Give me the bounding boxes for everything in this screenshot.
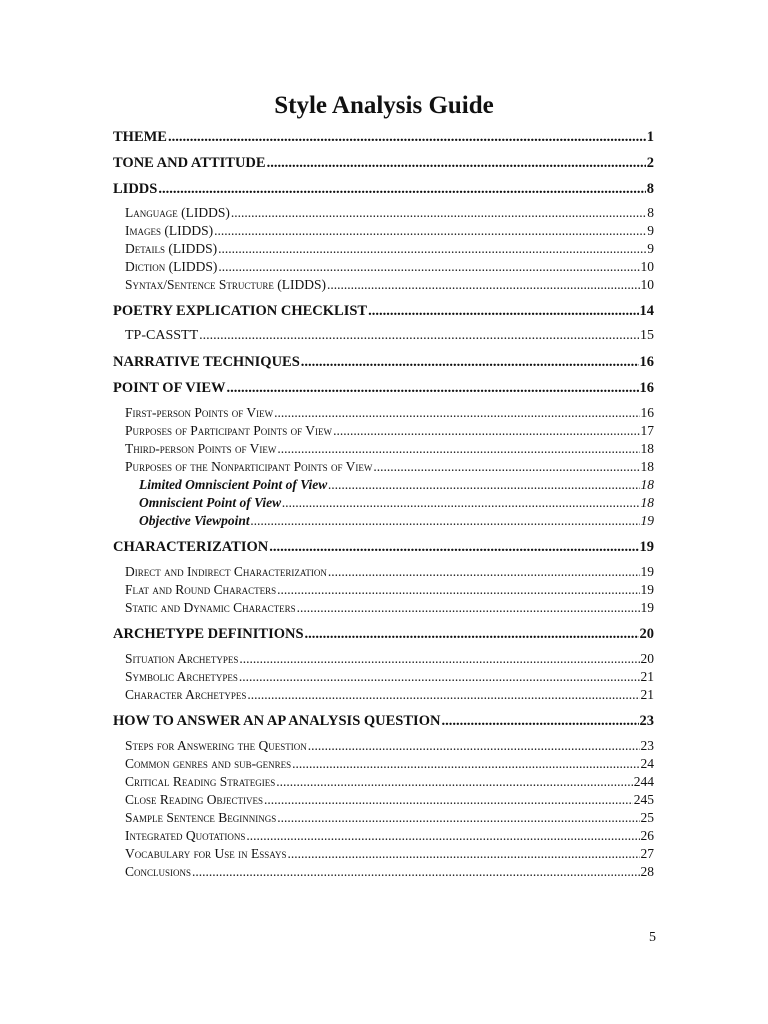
toc-entry-label: Conclusions: [125, 864, 192, 879]
toc-dot-leader: [328, 564, 640, 580]
toc-entry[interactable]: [125, 810, 654, 826]
toc-entry[interactable]: [125, 441, 654, 457]
toc-entry-page: 15: [640, 328, 654, 343]
toc-entry[interactable]: [125, 328, 654, 344]
toc-dot-leader: [269, 539, 638, 556]
toc-entry-page: 23: [639, 713, 654, 729]
toc-entry-page: 9: [647, 241, 654, 256]
toc-dot-leader: [308, 738, 640, 754]
toc-entry[interactable]: [125, 687, 654, 703]
toc-entry-page: 10: [640, 277, 654, 292]
toc-entry-label: NARRATIVE TECHNIQUES: [113, 354, 300, 370]
toc-entry[interactable]: [113, 626, 654, 643]
toc-dot-leader: [305, 626, 639, 643]
toc-dot-leader: [276, 774, 632, 790]
toc-entry-page: 8: [647, 205, 654, 220]
toc-entry-label: Character Archetypes: [125, 687, 247, 702]
toc-entry[interactable]: [113, 539, 654, 556]
toc-entry[interactable]: [125, 669, 654, 685]
toc-dot-leader: [214, 223, 646, 239]
toc-entry-label: Common genres and sub-genres: [125, 756, 292, 771]
toc-entry-page: 21: [640, 687, 654, 702]
toc-entry-page: 8: [646, 181, 654, 197]
toc-dot-leader: [328, 477, 639, 493]
toc-entry-label: Direct and Indirect Characterization: [125, 564, 327, 579]
toc-entry-label: Flat and Round Characters: [125, 582, 277, 597]
toc-entry[interactable]: [139, 495, 654, 511]
toc-entry[interactable]: [113, 129, 654, 146]
toc-entry-label: Static and Dynamic Characters: [125, 600, 296, 615]
toc-entry-label: THEME: [113, 129, 167, 145]
toc-entry-label: Symbolic Archetypes: [125, 669, 238, 684]
toc-entry[interactable]: [125, 651, 654, 667]
toc-entry-page: 19: [640, 582, 654, 597]
page-title: Style Analysis Guide: [274, 92, 494, 119]
toc-entry-label: Syntax/Sentence Structure (LIDDS): [125, 277, 327, 292]
toc-entry[interactable]: [125, 864, 654, 880]
toc-entry-label: Language (LIDDS): [125, 205, 230, 220]
toc-entry-label: TP-CASSTT: [125, 328, 199, 343]
toc-entry[interactable]: [125, 405, 654, 421]
toc-dot-leader: [277, 582, 639, 598]
toc-entry[interactable]: [125, 774, 654, 790]
toc-entry-page: 27: [640, 846, 654, 861]
toc-dot-leader: [168, 129, 646, 146]
toc-entry[interactable]: [125, 259, 654, 275]
toc-entry-page: 19: [640, 564, 654, 579]
toc-entry-label: Images (LIDDS): [125, 223, 214, 238]
toc-dot-leader: [231, 205, 646, 221]
toc-dot-leader: [264, 792, 633, 808]
toc-dot-leader: [218, 241, 646, 257]
toc-dot-leader: [267, 155, 646, 172]
toc-entry-page: 19: [639, 539, 654, 555]
toc-entry-page: 18: [640, 459, 654, 474]
toc-entry[interactable]: [139, 477, 654, 493]
toc-dot-leader: [282, 495, 639, 511]
toc-entry[interactable]: [139, 513, 654, 529]
toc-entry[interactable]: [113, 713, 654, 730]
toc-entry-page: 14: [639, 303, 654, 319]
toc-entry[interactable]: [125, 205, 654, 221]
toc-entry-page: 18: [640, 441, 654, 456]
toc-entry-page: 23: [640, 738, 654, 753]
toc-entry[interactable]: [125, 423, 654, 439]
toc-entry-label: LIDDS: [113, 181, 158, 197]
toc-entry-label: Steps for Answering the Question: [125, 738, 307, 753]
toc-dot-leader: [441, 713, 638, 730]
toc-entry-label: TONE AND ATTITUDE: [113, 155, 266, 171]
toc-entry-page: 244: [633, 774, 654, 789]
toc-dot-leader: [274, 405, 639, 421]
toc-dot-leader: [277, 810, 639, 826]
toc-dot-leader: [158, 181, 645, 198]
toc-entry[interactable]: [125, 459, 654, 475]
toc-dot-leader: [297, 600, 640, 616]
toc-entry-page: 16: [639, 380, 654, 396]
toc-entry-page: 16: [640, 405, 654, 420]
toc-entry-label: Third-person Points of View: [125, 441, 277, 456]
toc-entry[interactable]: [125, 792, 654, 808]
toc-entry-label: Diction (LIDDS): [125, 259, 218, 274]
toc-entry-label: Purposes of the Nonparticipant Points of View: [125, 459, 373, 474]
toc-dot-leader: [287, 846, 639, 862]
toc-entry-page: 9: [647, 223, 654, 238]
toc-entry-page: 26: [640, 828, 654, 843]
toc-entry-page: 17: [640, 423, 654, 438]
toc-dot-leader: [373, 459, 639, 475]
toc-dot-leader: [292, 756, 639, 772]
toc-entry[interactable]: [125, 600, 654, 616]
toc-dot-leader: [247, 687, 639, 703]
toc-entry-label: First-person Points of View: [125, 405, 274, 420]
toc-entry[interactable]: [113, 380, 654, 397]
toc-entry-page: 21: [640, 669, 654, 684]
toc-entry-label: Integrated Quotations: [125, 828, 246, 843]
toc-entry-page: 18: [640, 495, 654, 510]
toc-entry-page: 245: [633, 792, 654, 807]
toc-entry[interactable]: [125, 738, 654, 754]
toc-entry[interactable]: [125, 756, 654, 772]
toc-entry-label: ARCHETYPE DEFINITIONS: [113, 626, 304, 642]
toc-dot-leader: [199, 328, 639, 344]
toc-entry-label: Limited Omniscient Point of View: [139, 477, 328, 492]
toc-entry[interactable]: [125, 828, 654, 844]
toc-entry-page: 19: [640, 600, 654, 615]
toc-dot-leader: [239, 651, 639, 667]
toc-dot-leader: [227, 380, 639, 397]
toc-entry-label: Vocabulary for Use in Essays: [125, 846, 287, 861]
toc-entry-label: Omniscient Point of View: [139, 495, 282, 510]
toc-dot-leader: [192, 864, 639, 880]
toc-entry[interactable]: [125, 223, 654, 239]
toc-entry-label: Critical Reading Strategies: [125, 774, 276, 789]
toc-dot-leader: [218, 259, 639, 275]
toc-dot-leader: [368, 303, 638, 320]
toc-entry-label: Situation Archetypes: [125, 651, 239, 666]
toc-dot-leader: [301, 354, 639, 371]
toc-entry[interactable]: [113, 181, 654, 198]
toc-dot-leader: [251, 513, 640, 529]
toc-entry-page: 25: [640, 810, 654, 825]
toc-entry-label: HOW TO ANSWER AN AP ANALYSIS QUESTION: [113, 713, 441, 729]
toc-entry-page: 1: [646, 129, 654, 145]
toc-entry-page: 2: [646, 155, 654, 171]
toc-entry[interactable]: [125, 582, 654, 598]
toc-entry-label: Objective Viewpoint: [139, 513, 250, 528]
toc-entry-page: 20: [639, 626, 654, 642]
toc-dot-leader: [333, 423, 639, 439]
toc-entry-page: 28: [640, 864, 654, 879]
toc-entry[interactable]: [125, 846, 654, 862]
toc-entry[interactable]: [113, 354, 654, 371]
toc-entry-page: 16: [639, 354, 654, 370]
toc-entry-page: 10: [640, 259, 654, 274]
toc-entry-label: Close Reading Objectives: [125, 792, 264, 807]
toc-entry[interactable]: [125, 564, 654, 580]
toc-entry-label: Sample Sentence Beginnings: [125, 810, 277, 825]
toc-entry-label: CHARACTERIZATION: [113, 539, 269, 555]
toc-entry-label: POETRY EXPLICATION CHECKLIST: [113, 303, 368, 319]
toc-entry-page: 24: [640, 756, 654, 771]
toc-dot-leader: [239, 669, 640, 685]
toc-entry-label: Details (LIDDS): [125, 241, 218, 256]
toc-dot-leader: [246, 828, 639, 844]
toc-entry[interactable]: [125, 277, 654, 293]
toc-entry-label: POINT OF VIEW: [113, 380, 226, 396]
toc-entry-page: 18: [640, 477, 654, 492]
toc-entry-page: 19: [640, 513, 654, 528]
toc-entry-page: 20: [640, 651, 654, 666]
toc-dot-leader: [327, 277, 639, 293]
toc-dot-leader: [277, 441, 639, 457]
toc-entry[interactable]: [125, 241, 654, 257]
page-number: 5: [649, 930, 656, 945]
toc-entry[interactable]: [113, 155, 654, 172]
toc-entry-label: Purposes of Participant Points of View: [125, 423, 333, 438]
toc-entry[interactable]: [113, 303, 654, 320]
